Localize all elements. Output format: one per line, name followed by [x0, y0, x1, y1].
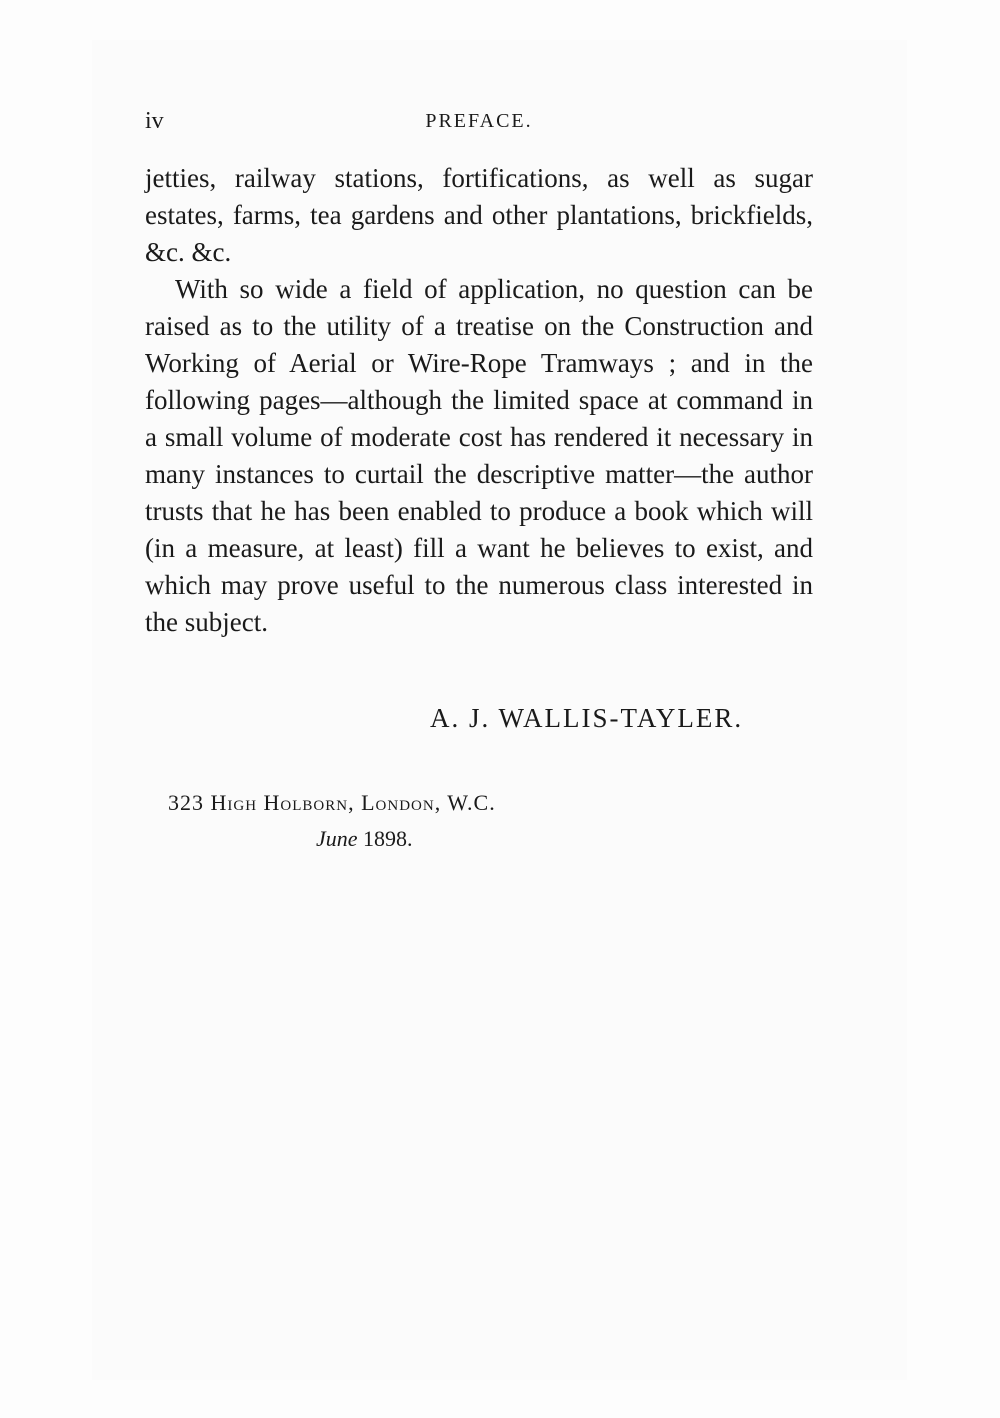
page-number: iv: [145, 108, 164, 134]
paragraph-main: With so wide a field of application, no question can be raised as to the utility of a treatise on the Construction and Working of Aerial or Wire-Rope Tramways ; and in the following pages—although the limited space at command in a small volume of moderate cost has rendered it necessary in many instances to curtail the descriptive matter—the author trusts that he has been enabled to produce a book which will (in a measure, at least) fill a want he believes to exist, and which may prove useful to the numerous class interested in the subject.: [145, 274, 813, 637]
date-line: [316, 826, 413, 852]
date-month: June: [316, 826, 358, 851]
running-title: PREFACE.: [425, 110, 533, 132]
date-year: 1898.: [363, 826, 413, 851]
running-head: [145, 108, 813, 138]
address-line: 323 High Holborn, London, W.C.: [168, 790, 496, 815]
author-signature: A. J. WALLIS-TAYLER.: [430, 703, 744, 733]
preface-body: [145, 160, 813, 641]
paragraph-continuation: jetties, railway stations, fortifications, as well as sugar estates, farms, tea gardens and other plantations, brickfields, &c. &c.: [145, 163, 813, 267]
